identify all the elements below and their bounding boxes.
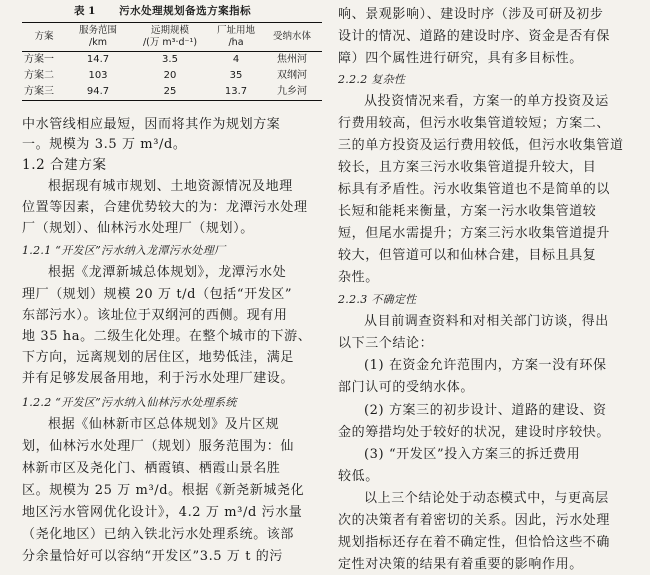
body-text-line: 较长，且方案三污水收集管道提升较大，目 (338, 160, 597, 175)
table-cell: 方案二 (24, 69, 54, 81)
body-text-line: 设计的情况、道路的建设时序、资金是否有保 (338, 29, 611, 44)
table-cell: 方案三 (24, 85, 54, 97)
body-text-line: 三的单方投资及运行费用较低，但污水收集管道 (338, 138, 624, 153)
header-future-scale: 远期规模 /(万 m³·d⁻¹) (142, 25, 198, 48)
table-cell: 九乡河 (277, 85, 307, 97)
table-row (22, 51, 322, 68)
table-caption-number: 表 1 (74, 5, 96, 17)
body-text-line: 一。规模为 3.5 万 m³/d。 (22, 137, 187, 152)
subsection-heading: 1.2.2 “开发区”污水纳入仙林污水处理系统 (22, 396, 237, 409)
body-text-line: 次的决策者有着密切的关系。因此，污水处理 (338, 513, 611, 528)
table-caption (22, 3, 322, 18)
body-text-line: 行费用较高，但污水收集管道较短；方案二、 (338, 116, 611, 131)
body-text-line: 东部污水）。该址位于双纲河的西侧。现有用 (22, 308, 288, 323)
body-text-line: 并有足够发展备用地，利于污水处理厂建设。 (22, 371, 295, 386)
body-text-line: 理厂（规划）规模 20 万 t/d（包括“开发区” (22, 287, 293, 302)
table-cell: 14.7 (86, 53, 110, 65)
table-cell: 4 (232, 53, 240, 65)
body-text-line: 区。规模为 25 万 m³/d。根据《新尧新城尧化 (22, 483, 305, 498)
table-header-row (22, 23, 322, 52)
header-scheme: 方案 (34, 30, 54, 42)
body-text-line: 定性对决策的结果有着重要的影响作用。 (338, 557, 583, 572)
table-cell: 103 (88, 69, 108, 81)
body-text-line: 下方向，远离规划的居住区，地势低洼，满足 (22, 350, 295, 365)
table-cell: 35 (229, 69, 243, 81)
subsection-heading: 2.2.2 复杂性 (338, 73, 406, 86)
section-heading: 1.2 合建方案 (22, 157, 107, 173)
body-text-line: 厂（规划）、仙林污水处理厂（规划）。 (22, 221, 254, 236)
table-cell: 方案一 (24, 53, 54, 65)
table-cell: 25 (163, 85, 177, 97)
list-item: (1) 在资金允许范围内，方案一没有环保 (364, 358, 607, 373)
table-cell: 双纲河 (277, 69, 307, 81)
body-text-line: 以下三个结论： (338, 336, 434, 351)
header-site-area: 厂址用地 /ha (216, 25, 255, 48)
body-text-line: 响、景观影响）、建设时序（涉及可研及初步 (338, 7, 604, 22)
body-text-line: （尧化地区）已纳入铁北污水处理系统。该部 (22, 527, 295, 542)
table-cell: 94.7 (86, 85, 110, 97)
table-row (22, 68, 322, 84)
body-text-line: 根据《仙林新市区总体规划》及片区规 (48, 417, 280, 432)
body-text-line: 标具有矛盾性。污水收集管道也不是简单的以 (338, 182, 611, 197)
header-service-range: 服务范围 /km (78, 25, 117, 48)
body-text-line: 中水管线相应最短，因而将其作为规划方案 (22, 117, 281, 132)
list-item: (2) 方案三的初步设计、道路的建设、资 (364, 403, 607, 418)
body-text-line: 划，仙林污水处理厂（规划）服务范围为：仙 (22, 439, 295, 454)
body-text-line: 较低。 (338, 469, 379, 484)
table-caption-title: 污水处理规划备选方案指标 (119, 5, 252, 17)
table-row (22, 84, 322, 101)
body-text-line: 根据《龙潭新城总体规划》，龙潭污水处 (48, 265, 287, 280)
body-text-line: 位置等因素，合建优势较大的为：龙潭污水处理 (22, 200, 308, 215)
body-text-line: 以上三个结论处于动态模式中，与更高层 (364, 491, 609, 506)
subsection-heading: 1.2.1 “开发区”污水纳入龙潭污水处理厂 (22, 244, 226, 257)
body-text-line: 从投资情况来看，方案一的单方投资及运 (364, 94, 609, 109)
body-text-line: 从目前调查资料和对相关部门访谈，得出 (364, 314, 609, 329)
body-text-line: 金的筹措均处于较好的状况，建设时序较快。 (338, 425, 611, 440)
plan-table (22, 22, 322, 101)
body-text-line: 根据现有城市规划、土地资源情况及地理 (48, 179, 293, 194)
body-text-line: 较大，但管道可以和仙林合建，目标且具复 (338, 248, 597, 263)
body-text-line: 障）四个属性进行研究，具有多目标性。 (338, 51, 583, 66)
header-receiving-water: 受纳水体 (272, 30, 311, 42)
body-text-line: 地区污水管网优化设计》，4.2 万 m³/d 污水量 (22, 505, 303, 520)
list-item: (3) “开发区”投入方案三的拆迁费用 (364, 447, 581, 462)
body-text-line: 分余量恰好可以容纳“开发区”3.5 万 t 的污 (22, 549, 283, 564)
body-text-line: 部门认可的受纳水体。 (338, 380, 475, 395)
table-cell: 13.7 (224, 85, 248, 97)
body-text-line: 杂性。 (338, 270, 379, 285)
table-cell: 焦州河 (277, 53, 307, 65)
body-text-line: 长短和能耗来衡量，方案一污水收集管道较 (338, 204, 597, 219)
body-text-line: 规划指标还存在着不确定性，但恰恰这些不确 (338, 535, 611, 550)
table-cell: 3.5 (162, 53, 178, 65)
body-text-line: 地 35 ha。二级生化处理。在整个城市的下游、 (22, 329, 312, 344)
body-text-line: 林新市区及尧化门、栖霞镇、栖霞山景名胜 (22, 461, 281, 476)
subsection-heading: 2.2.3 不确定性 (338, 293, 417, 306)
body-text-line: 短，但尾水需提升；方案三污水收集管道提升 (338, 226, 611, 241)
table-cell: 20 (163, 69, 177, 81)
